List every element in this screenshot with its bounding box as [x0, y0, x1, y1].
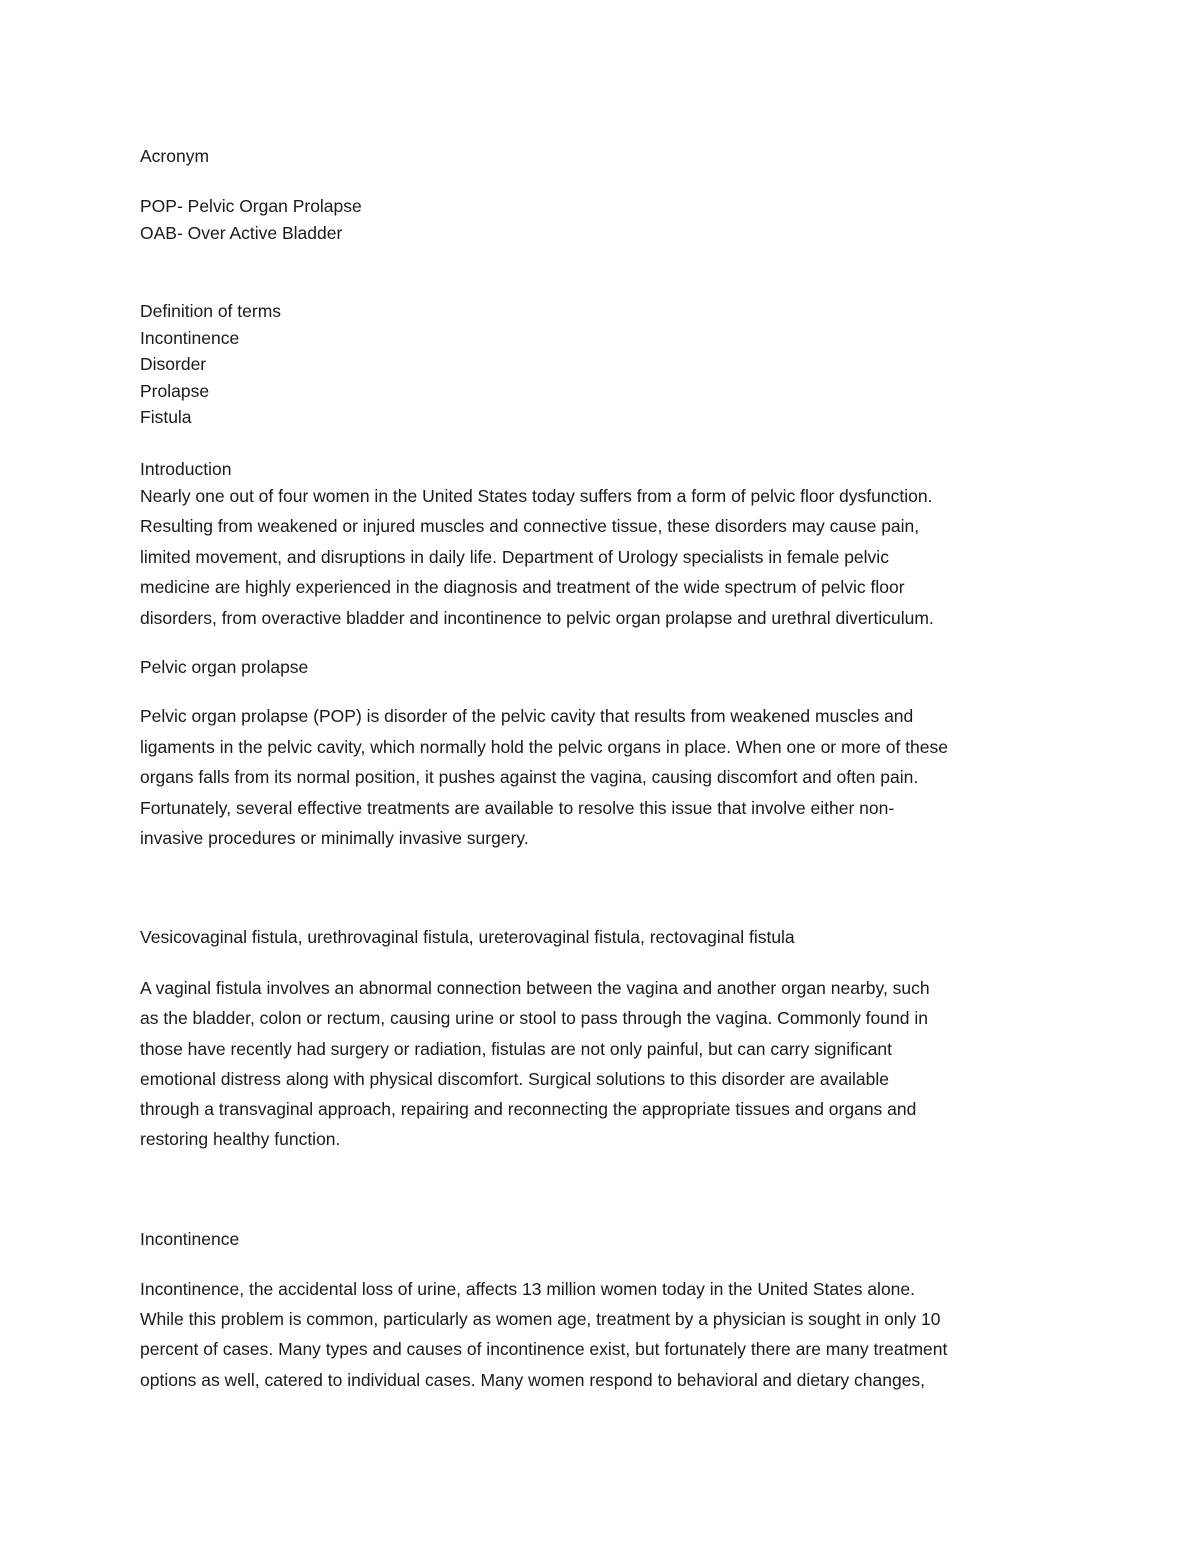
introduction-heading: Introduction [140, 459, 232, 479]
paragraph-line: organs falls from its normal position, it pushes against the vagina, causing discomfort and often pain. [140, 767, 919, 787]
paragraph-line: Nearly one out of four women in the United States today suffers from a form of pelvic floor dysfunction. [140, 486, 933, 506]
paragraph-line: disorders, from overactive bladder and incontinence to pelvic organ prolapse and urethral diverticulum. [140, 608, 934, 628]
paragraph-line: through a transvaginal approach, repairing and reconnecting the appropriate tissues and organs and [140, 1099, 917, 1119]
paragraph-line: A vaginal fistula involves an abnormal connection between the vagina and another organ nearby, such [140, 978, 930, 998]
definition-term: Fistula [140, 407, 192, 427]
paragraph-line: medicine are highly experienced in the diagnosis and treatment of the wide spectrum of pelvic floor [140, 577, 905, 597]
paragraph-line: invasive procedures or minimally invasive surgery. [140, 828, 529, 848]
paragraph-line: Pelvic organ prolapse (POP) is disorder of the pelvic cavity that results from weakened muscles and [140, 706, 914, 726]
definition-term: Prolapse [140, 381, 210, 401]
paragraph-line: percent of cases. Many types and causes of incontinence exist, but fortunately there are many treatment [140, 1339, 948, 1359]
paragraph-line: emotional distress along with physical discomfort. Surgical solutions to this disorder are available [140, 1069, 889, 1089]
paragraph-line: limited movement, and disruptions in daily life. Department of Urology specialists in female pelvic [140, 547, 889, 567]
definition-term: Incontinence [140, 328, 240, 348]
paragraph-line: While this problem is common, particularly as women age, treatment by a physician is sought in only 10 [140, 1309, 941, 1329]
paragraph-line: Resulting from weakened or injured muscles and connective tissue, these disorders may cause pain, [140, 516, 920, 536]
definitions-heading: Definition of terms [140, 301, 282, 321]
paragraph-line: restoring healthy function. [140, 1129, 341, 1149]
acronym-item: OAB- Over Active Bladder [140, 223, 343, 243]
fistula-heading: Vesicovaginal fistula, urethrovaginal fistula, ureterovaginal fistula, rectovaginal fistula [140, 927, 795, 947]
prolapse-heading: Pelvic organ prolapse [140, 657, 309, 677]
paragraph-line: as the bladder, colon or rectum, causing urine or stool to pass through the vagina. Commonly found in [140, 1008, 928, 1028]
acronym-heading: Acronym [140, 146, 210, 166]
definition-term: Disorder [140, 354, 207, 374]
acronym-item: POP- Pelvic Organ Prolapse [140, 196, 362, 216]
paragraph-line: those have recently had surgery or radiation, fistulas are not only painful, but can carry significant [140, 1039, 892, 1059]
paragraph-line: Fortunately, several effective treatments are available to resolve this issue that involve either non- [140, 798, 895, 818]
incontinence-heading: Incontinence [140, 1229, 240, 1249]
paragraph-line: options as well, catered to individual cases. Many women respond to behavioral and dietary changes, [140, 1370, 926, 1390]
paragraph-line: ligaments in the pelvic cavity, which normally hold the pelvic organs in place. When one or more of these [140, 737, 948, 757]
paragraph-line: Incontinence, the accidental loss of urine, affects 13 million women today in the United States alone. [140, 1279, 915, 1299]
